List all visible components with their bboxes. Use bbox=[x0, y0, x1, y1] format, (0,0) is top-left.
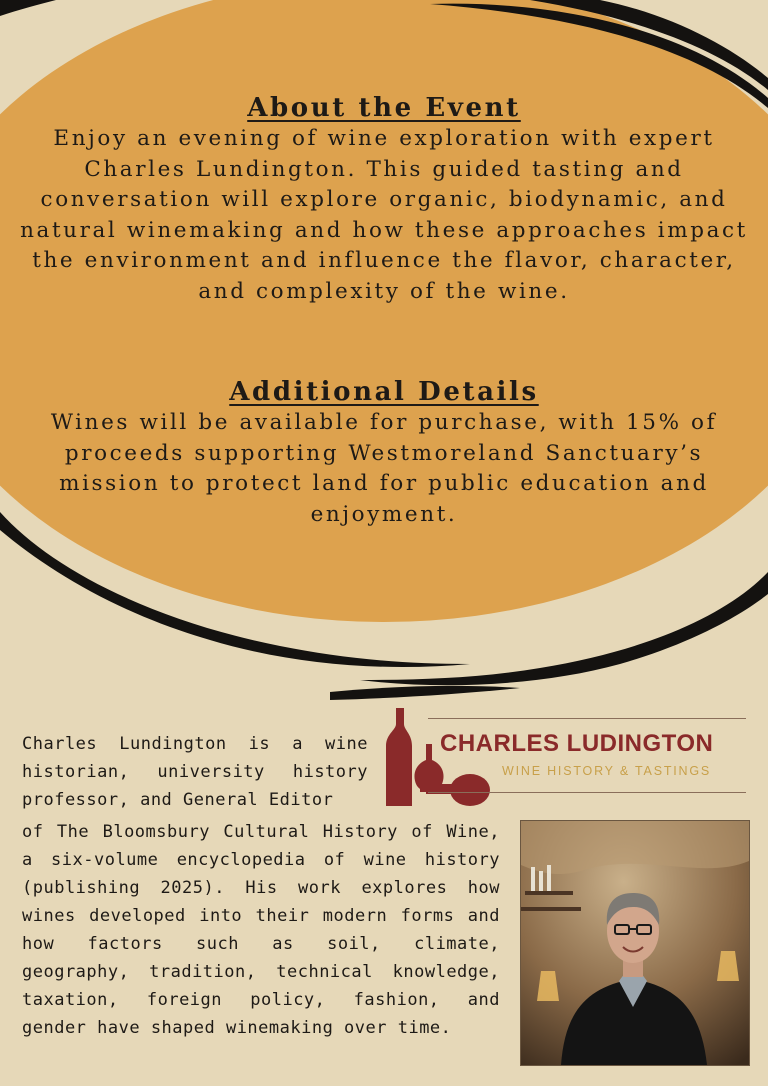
logo-tagline: WINE HISTORY & TASTINGS bbox=[502, 764, 712, 778]
logo-divider-top bbox=[428, 718, 746, 719]
details-body: Wines will be available for purchase, with 15% of proceeds supporting Westmoreland Sanctuary’s mission to protect land for public education and enjoyment. bbox=[50, 410, 718, 527]
portrait-illustration bbox=[521, 821, 749, 1065]
brand-logo bbox=[380, 700, 752, 812]
logo-divider-bottom bbox=[428, 792, 746, 793]
about-section bbox=[20, 92, 748, 307]
portrait-photo bbox=[520, 820, 750, 1066]
about-body: Enjoy an evening of wine exploration with expert Charles Lundington. This guided tasting and conversation will explore organic, biodynamic, and natural winemaking and how these approaches impact the environment and influence the flavor, character, and complexity of the wine. bbox=[20, 126, 748, 304]
details-section bbox=[20, 376, 748, 530]
about-heading: About the Event bbox=[247, 93, 521, 123]
bio-text-top: Charles Lundington is a wine historian, university history professor, and General Editor bbox=[22, 734, 368, 810]
logo-name: CHARLES LUDINGTON bbox=[440, 730, 714, 757]
details-heading: Additional Details bbox=[229, 377, 539, 407]
bio-text-bottom: of The Bloomsbury Cultural History of Wine, a six-volume encyclopedia of wine history (publishing 2025). His work explores how wines developed into their modern forms and how factors such as soil, climate, geography, tradition, technical knowledge, taxation, foreign policy, fashion, and gender have shaped winemaking over time. bbox=[22, 822, 500, 1038]
